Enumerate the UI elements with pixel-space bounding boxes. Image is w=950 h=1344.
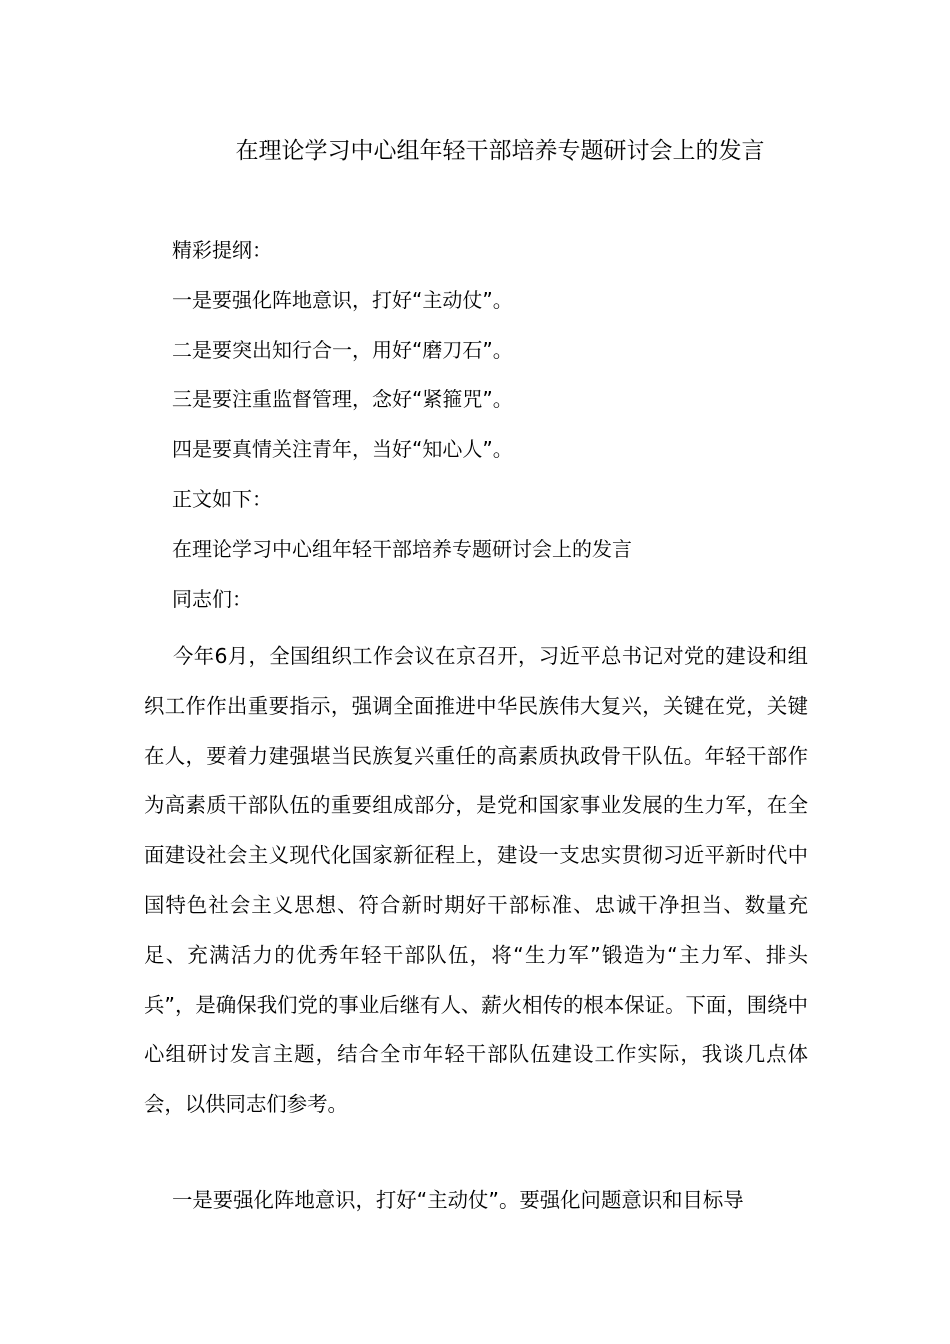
document-title: 在理论学习中心组年轻干部培养专题研讨会上的发言 bbox=[235, 138, 765, 164]
body-title: 在理论学习中心组年轻干部培养专题研讨会上的发言 bbox=[172, 537, 632, 561]
outline-item-4: 四是要真情关注青年，当好“知心人”。 bbox=[172, 437, 513, 461]
salutation: 同志们： bbox=[172, 587, 252, 611]
paragraph-2-start: 一是要强化阵地意识，打好“主动仗”。要强化问题意识和目标导 bbox=[172, 1188, 744, 1212]
outline-item-1: 一是要强化阵地意识，打好“主动仗”。 bbox=[172, 288, 513, 312]
body-heading: 正文如下： bbox=[172, 487, 272, 511]
outline-item-2: 二是要突出知行合一，用好“磨刀石”。 bbox=[172, 338, 513, 362]
outline-heading: 精彩提纲： bbox=[172, 238, 272, 262]
paragraph-1: 今年6月，全国组织工作会议在京召开，习近平总书记对党的建设和组织工作作出重要指示，强调全面推进中华民族伟大复兴，关键在党，关键在人，要着力建强堪当民族复兴重任的高素质执政骨干队伍。年轻干部作为高素质干部队伍的重要组成部分，是党和国家事业发展的生力军，在全面建设社会主义现代化国家新征程上，建设一支忠实贯彻习近平新时代中国特色社会主义思想、符合新时期好干部标准、忠诚干净担当、数量充足、充满活力的优秀年轻干部队伍，将“生力军”锻造为“主力军、排头兵”，是确保我们党的事业后继有人、薪火相传的根本保证。下面，围绕中心组研讨发言主题，结合全市年轻干部队伍建设工作实际，我谈几点体会，以供同志们参考。 bbox=[144, 644, 808, 1117]
outline-item-3: 三是要注重监督管理，念好“紧箍咒”。 bbox=[172, 387, 513, 411]
